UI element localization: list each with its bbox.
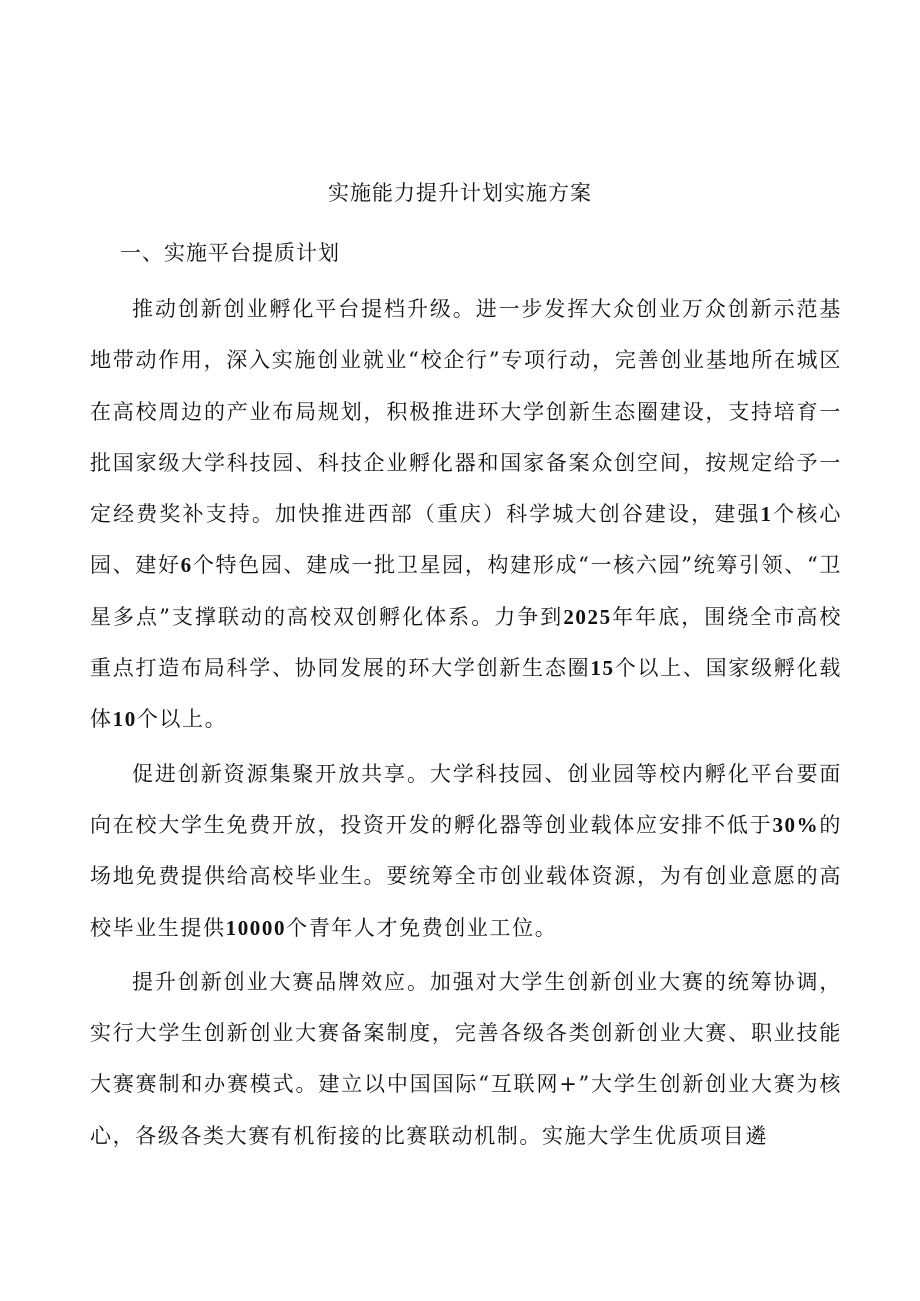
document-body <box>90 236 842 1165</box>
paragraph-text: 的场地免费提供给高校毕业生。要统筹全市创业载体资源，为有创业意愿的高校毕业生提供 <box>90 812 842 940</box>
number-target-year: 2025 <box>563 604 612 629</box>
number-workstations: 10000 <box>225 915 287 940</box>
paragraph-text: 个特色园、建成一批卫星园，构建形成“一核六园”统筹引领、“卫星多点”支撑联动的高校双创孵化体系。力争到 <box>90 553 842 629</box>
number-core-parks: 1 <box>760 502 773 527</box>
number-incubators: 10 <box>112 707 137 732</box>
paragraph-incubation-platform <box>90 284 842 746</box>
section-heading: 一、实施平台提质计划 <box>120 241 340 265</box>
number-feature-parks: 6 <box>180 553 193 578</box>
paragraph-text: 个核心园、建好 <box>90 502 842 578</box>
paragraph-text: 个以上。 <box>136 707 228 732</box>
paragraph-text: 促进创新资源集聚开放共享。大学科技园、创业园等校内孵化平台要面向在校大学生免费开放，投资开发的孵化器等创业载体应安排不低于 <box>90 761 842 837</box>
paragraph-text: 年年底，围绕全市高校重点打造布局科学、协同发展的环大学创新生态圈 <box>90 604 842 681</box>
paragraph-resource-sharing <box>90 749 842 954</box>
number-ecosystems: 15 <box>590 656 615 681</box>
number-percentage: 30% <box>772 812 820 837</box>
paragraph-competition <box>90 957 842 1162</box>
document-title: 实施能力提升计划实施方案 <box>328 181 592 205</box>
paragraph-text: 个青年人才免费创业工位。 <box>286 915 558 940</box>
paragraph-text: 提升创新创业大赛品牌效应。加强对大学生创新创业大赛的统筹协调，实行大学生创新创业大赛备案制度，完善各级各类创新创业大赛、职业技能大赛赛制和办赛模式。建立以中国国际“互联网+”大学生创新创业大赛为核心，各级各类大赛有机衔接的比赛联动机制。实施大学生优质项目遴 <box>90 969 842 1148</box>
paragraph-text: 推动创新创业孵化平台提档升级。进一步发挥大众创业万众创新示范基地带动作用，深入实施创业就业“校企行”专项行动，完善创业基地所在城区在高校周边的产业布局规划，积极推进环大学创新生态圈建设，支持培育一批国家级大学科技园、科技企业孵化器和国家备案众创空间，按规定给予一定经费奖补支持。加快推进西部（重庆）科学城大创谷建设，建强 <box>90 297 842 527</box>
paragraph-text: 个以上、国家级孵化载体 <box>90 656 842 732</box>
